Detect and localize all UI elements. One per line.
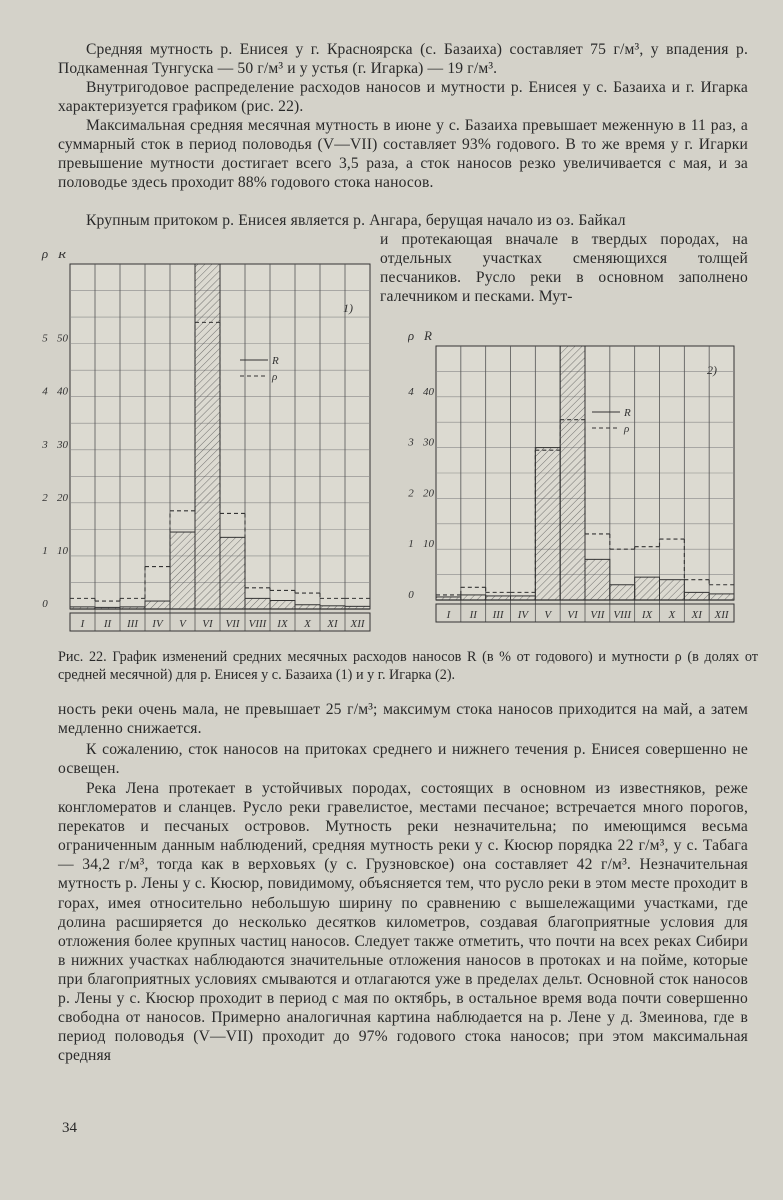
bar-R (220, 537, 245, 609)
axis-label-rho: ρ (41, 252, 49, 261)
bar-R (635, 577, 660, 600)
month-tick-label: I (446, 609, 451, 621)
chart-bazaikha (40, 252, 385, 647)
month-tick-label: I (80, 618, 85, 630)
bar-R (120, 607, 145, 609)
month-tick-label: IX (277, 618, 288, 630)
bar-R (511, 596, 536, 600)
R-tick-label: 30 (423, 436, 434, 449)
bar-R (610, 585, 635, 600)
month-tick-label: X (668, 609, 676, 621)
page-number: 34 (62, 1120, 77, 1136)
month-tick-label: IV (517, 609, 529, 621)
paragraph-tributaries: К сожалению, сток наносов на притоках среднего и нижнего течения р. Енисея совершенно не освещен. (58, 741, 748, 778)
bar-R (70, 607, 95, 609)
chart-igarka (408, 322, 748, 647)
month-tick-label: VIII (248, 618, 267, 630)
month-tick-label: XII (350, 618, 365, 630)
bar-R (436, 597, 461, 600)
bar-R (170, 532, 195, 609)
bar-R (560, 346, 585, 600)
rho-tick-label: 4 (42, 385, 48, 398)
chart-igarka-svg (408, 322, 748, 642)
bar-R (660, 580, 685, 600)
bar-R (486, 596, 511, 600)
month-tick-label: XII (714, 609, 729, 621)
panel-label: 2) (707, 363, 717, 377)
axis-label-rho: ρ (408, 328, 415, 343)
month-tick-label: III (127, 618, 138, 630)
month-tick-label: X (304, 618, 311, 630)
legend-label-rho: ρ (624, 423, 630, 435)
month-tick-label: II (469, 609, 477, 621)
R-tick-label: 40 (57, 385, 68, 398)
rho-tick-label: 4 (408, 385, 414, 398)
bar-R (535, 448, 560, 600)
paragraph-angara-turbidity: ность реки очень мала, не превышает 25 г/м³; максимум стока наносов приходится на май, а затем медленно снижается. (58, 701, 748, 738)
paragraph-angara-first: Крупным притоком р. Енисея является р. Ангара, берущая начало из оз. Байкал (86, 212, 626, 229)
rho-tick-label: 1 (42, 544, 48, 557)
rho-tick-label: 0 (408, 589, 414, 601)
rho-tick-label: 0 (42, 598, 48, 610)
bar-R (145, 601, 170, 609)
paragraph-max-turbidity: Максимальная средняя месячная мутность в июне у с. Базаиха превышает меженную в 11 раз, а суммарный сток в период половодья (V—VII) составляет 93% годового. В то же время у г. Игарки превышение мутности достигает всего 3,5 раза, а сток наносов резко увеличивается с мая, и за половодье здесь проходит 88% годового стока наносов. (58, 117, 748, 192)
bar-R (195, 264, 220, 609)
bar-R (684, 592, 709, 600)
chart-bazaikha-svg (40, 252, 385, 642)
month-tick-label: XI (327, 618, 338, 630)
month-tick-label: VII (225, 618, 240, 630)
paragraph-lena: Река Лена протекает в устойчивых породах, состоящих в основном из известняков, реже конгломератов и сланцев. Русло реки гравелистое, местами песчаное; встречается много порогов, перекатов и песчаных островов. Мутность реки незначительна; по имеющимся весьма ограниченным данным наблюдений, средняя мутность реки у с. Кюсюр порядка 22 г/м³, у с. Табага — 34,2 г/м³, тогда как в верховьях (у с. Грузновское) она составляет 42 г/м³. Незначительная мутность р. Лены у с. Кюсюр, повидимому, объясняется тем, что русло реки в этом месте проходит в горах, имея относительно небольшую ширину по сравнению с вышележащими участками, где долина расширяется до несколько десятков километров, создавая благоприятные условия для отложения более крупных частиц наносов. Следует также отметить, что почти на всех реках Сибири в нижних участках наблюдаются значительные отложения наносов в протоках и на пойме, которые при благоприятных условиях смываются и отлагаются уже в пределах дельт. Основной сток наносов р. Лены у с. Кюсюр проходит в период с мая по октябрь, в остальное время вода почти совершенно свободна от наносов. Примерно аналогичная картина наблюдается на р. Лене у д. Змеинова, где в период половодья (V—VII) проходит до 97% годового стока наносов; при этом максимальная средняя (58, 780, 748, 1065)
rho-tick-label: 5 (42, 332, 48, 345)
paragraph-turbidity-yenisei: Средняя мутность р. Енисея у г. Красноярска (с. Базаиха) составляет 75 г/м³, у впадения р. Подкаменная Тунгуска — 50 г/м³ и у устья (г. Игарка) — 19 г/м³. (58, 41, 748, 78)
month-tick-label: III (492, 609, 504, 621)
month-tick-label: V (179, 618, 186, 630)
bar-R (295, 605, 320, 609)
R-tick-label: 20 (57, 491, 68, 504)
R-tick-label: 40 (423, 385, 434, 398)
month-tick-label: VIII (613, 609, 632, 621)
rho-tick-label: 2 (408, 487, 414, 500)
R-tick-label: 10 (423, 538, 434, 551)
bar-R (245, 598, 270, 609)
month-tick-label: II (103, 618, 112, 630)
axis-label-R: R (58, 252, 66, 261)
bar-R (461, 595, 486, 600)
bar-R (345, 606, 370, 609)
R-tick-label: 10 (57, 544, 68, 557)
R-tick-label: 50 (57, 332, 68, 345)
panel-label: 1) (343, 301, 353, 315)
month-tick-label: IV (152, 618, 163, 630)
month-tick-label: V (544, 609, 552, 621)
paragraph-distribution: Внутригодовое распределение расходов наносов и мутности р. Енисея у с. Базаиха и г. Игарка характеризуется графиком (рис. 22). (58, 79, 748, 116)
month-tick-label: VI (202, 618, 213, 630)
rho-tick-label: 1 (408, 538, 414, 551)
paragraph-angara-rest: и протекающая вначале в твердых породах, на отдельных участках сменяющихся толщей песчаников. Русло реки в основном заполнено галечником и песками. Мут- (380, 231, 748, 306)
month-tick-label: XI (691, 609, 702, 621)
month-tick-label: IX (641, 609, 653, 621)
legend-label-R: R (624, 407, 631, 419)
R-tick-label: 30 (57, 438, 68, 451)
rho-tick-label: 3 (408, 436, 414, 449)
bar-R (709, 594, 734, 600)
legend-label-R: R (272, 355, 279, 367)
figure-caption: Рис. 22. График изменений средних месячных расходов наносов R (в % от годового) и мутности ρ (в долях от средней месячной) для р. Енисея у с. Базаиха (1) и у г. Игарка (2). (58, 649, 758, 683)
rho-tick-label: 3 (42, 438, 48, 451)
month-tick-label: VII (590, 609, 605, 621)
R-tick-label: 20 (423, 487, 434, 500)
axis-label-R: R (424, 328, 432, 343)
rho-tick-label: 2 (42, 491, 48, 504)
bar-R (270, 601, 295, 609)
bar-R (95, 607, 120, 609)
bar-R (585, 559, 610, 600)
bar-R (320, 606, 345, 609)
legend-label-rho: ρ (272, 371, 278, 383)
month-tick-label: VI (567, 609, 578, 621)
